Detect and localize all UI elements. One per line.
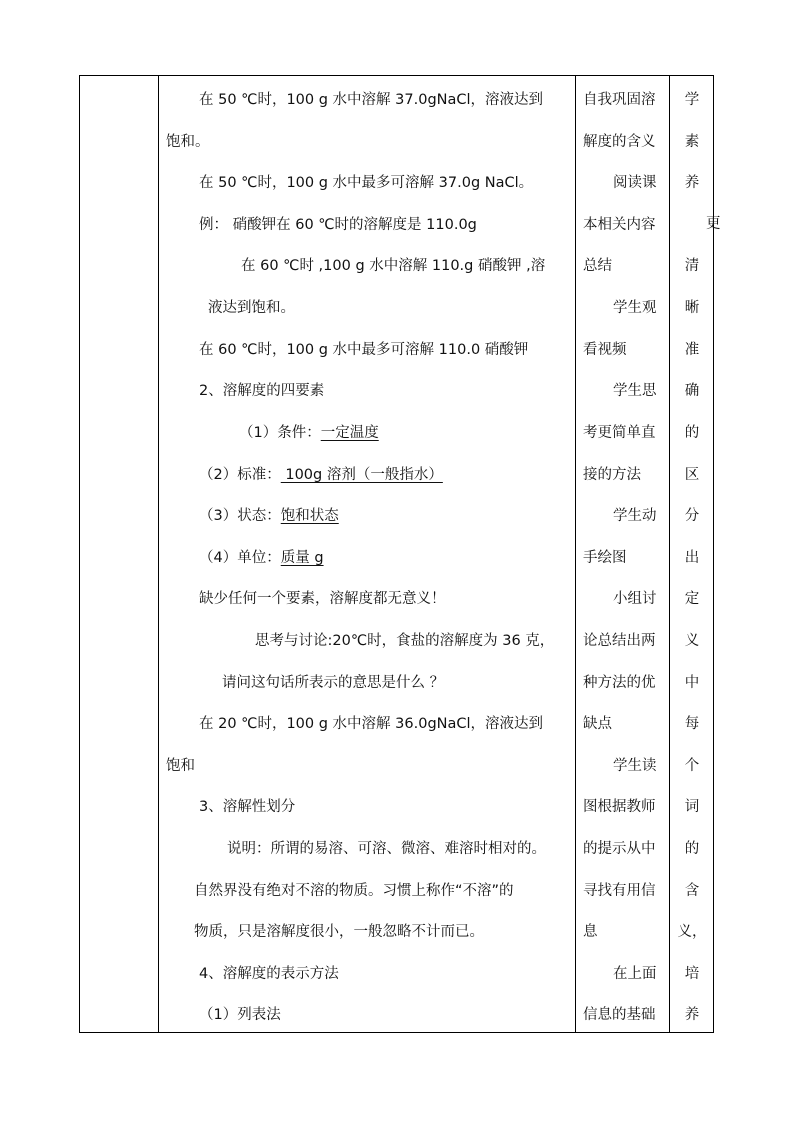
element-unit: （4）单位：质量 g [199, 550, 324, 566]
activity-line: 考更简单直 [583, 425, 656, 441]
content-line: 自然界没有绝对不溶的物质。习惯上称作“不溶”的 [194, 883, 514, 899]
element-state: （3）状态：饱和状态 [199, 508, 339, 524]
content-line: 饱和 [166, 758, 195, 774]
activity-line: 学生动 [613, 508, 657, 524]
element-condition: （1）条件：一定温度 [239, 425, 379, 441]
content-line: 例： 硝酸钾在 60 ℃时的溶解度是 110.0g [199, 217, 477, 233]
activity-line: 总结 [583, 258, 612, 274]
activity-line: 学生读 [613, 758, 657, 774]
intent-char: 学 [684, 92, 700, 108]
clipped-overflow-char: 更 [706, 216, 721, 232]
discussion-question: 请问这句话所表示的意思是什么 ？ [222, 675, 445, 691]
intent-char: 出 [684, 550, 700, 566]
intent-char: 义， [677, 924, 707, 940]
intent-char: 中 [684, 675, 700, 691]
activity-line: 种方法的优 [583, 675, 656, 691]
lesson-table [79, 75, 721, 1033]
condition-value: 一定温度 [320, 425, 379, 441]
intent-char: 素 [684, 134, 700, 150]
section-heading: 4、溶解度的表示方法 [199, 966, 339, 982]
content-line: 饱和。 [166, 134, 210, 150]
activity-line: 手绘图 [583, 550, 627, 566]
activity-line: 解度的含义 [583, 134, 656, 150]
intent-char: 每 [684, 716, 700, 732]
activity-line: 图根据教师 [583, 799, 656, 815]
activity-line: 学生思 [613, 383, 657, 399]
activity-line: 阅读课 [613, 175, 657, 191]
content-line: 在 60 ℃时，100 g 水中最多可溶解 110.0 硝酸钾 [199, 342, 529, 358]
content-line: 在 50 ℃时，100 g 水中溶解 37.0gNaCl，溶液达到 [199, 92, 544, 108]
activity-line: 小组讨 [613, 591, 657, 607]
activity-line: 本相关内容 [583, 217, 656, 233]
content-line: （1）列表法 [199, 1007, 281, 1023]
intent-char: 分 [684, 508, 700, 524]
content-line: 在 20 ℃时，100 g 水中溶解 36.0gNaCl，溶液达到 [199, 716, 544, 732]
activity-line: 自我巩固溶 [583, 92, 656, 108]
intent-char: 个 [684, 758, 700, 774]
activity-line: 看视频 [583, 342, 627, 358]
intent-char: 培 [684, 966, 700, 982]
intent-char: 的 [684, 425, 700, 441]
intent-char: 义 [684, 633, 700, 649]
section-heading: 3、溶解性划分 [199, 799, 296, 815]
activity-line: 寻找有用信 [583, 883, 656, 899]
content-line: 液达到饱和。 [208, 300, 295, 316]
activity-line: 缺点 [583, 716, 612, 732]
activity-line: 接的方法 [583, 467, 641, 483]
intent-char: 定 [684, 591, 700, 607]
activity-line: 信息的基础 [583, 1007, 656, 1023]
intent-char: 晰 [684, 300, 700, 316]
intent-char: 区 [684, 467, 700, 483]
activity-line: 论总结出两 [583, 633, 656, 649]
intent-char: 的 [684, 841, 700, 857]
content-line: 缺少任何一个要素，溶解度都无意义！ [199, 591, 446, 607]
activity-line: 的提示从中 [583, 841, 656, 857]
empty-stage-cell [80, 76, 158, 1032]
activity-line: 学生观 [613, 300, 657, 316]
activity-line: 息 [583, 924, 598, 940]
intent-char: 含 [684, 883, 700, 899]
content-line: 物质，只是溶解度很小，一般忽略不计而已。 [194, 924, 484, 940]
state-value: 饱和状态 [280, 508, 339, 524]
intent-char: 词 [684, 799, 700, 815]
activity-line: 在上面 [613, 966, 657, 982]
content-line: 在 60 ℃时 ,100 g 水中溶解 110.g 硝酸钾 ,溶 [241, 258, 546, 274]
discussion-question: 思考与讨论:20℃时，食盐的溶解度为 36 克， [255, 633, 555, 649]
content-line: 说明：所谓的易溶、可溶、微溶、难溶时相对的。 [227, 841, 546, 857]
intent-char: 养 [684, 175, 700, 191]
section-heading: 2、溶解度的四要素 [199, 383, 325, 399]
teaching-content-cell [159, 76, 575, 1032]
standard-value: 100g 溶剂（一般指水） [280, 467, 443, 483]
unit-value: 质量 g [280, 550, 324, 566]
student-activity-cell [576, 76, 669, 1032]
intent-char: 确 [684, 383, 700, 399]
content-line: 在 50 ℃时，100 g 水中最多可溶解 37.0g NaCl。 [199, 175, 534, 191]
intent-char: 清 [684, 258, 700, 274]
element-standard: （2）标准： 100g 溶剂（一般指水） [199, 467, 443, 483]
intent-char: 养 [684, 1007, 700, 1023]
intent-char: 准 [684, 342, 700, 358]
